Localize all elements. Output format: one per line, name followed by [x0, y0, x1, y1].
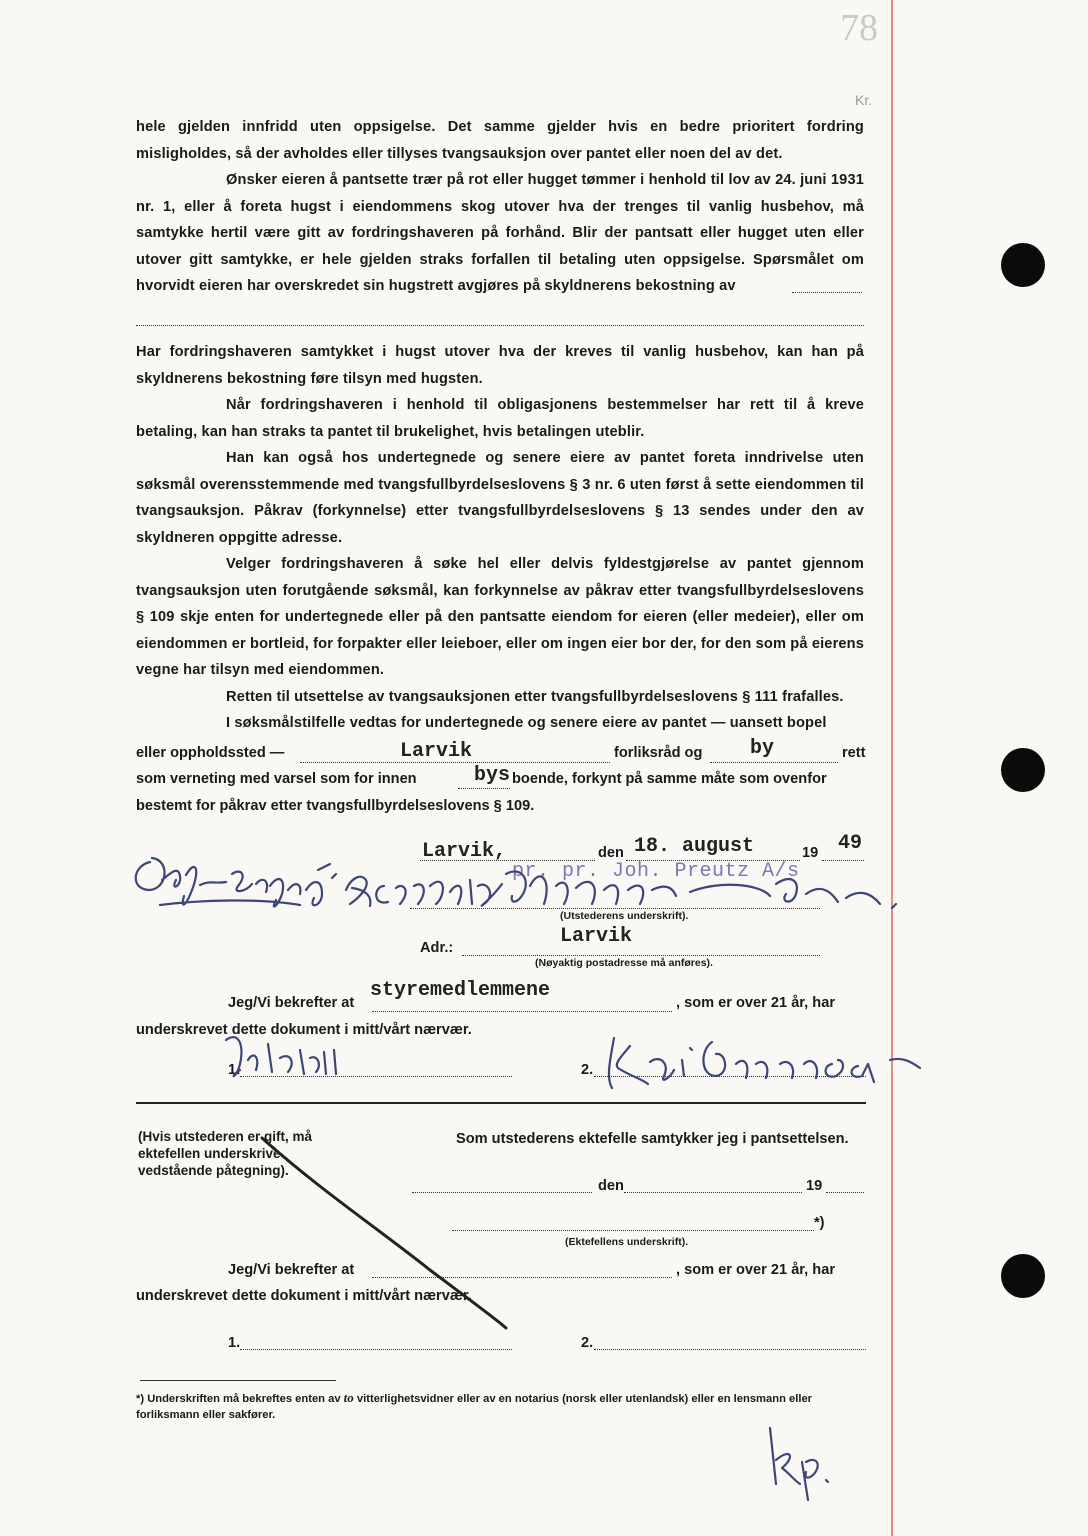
typed-by: by: [750, 737, 775, 760]
issuer-signature-label: (Utstederens underskrift).: [560, 910, 689, 922]
venue-text: forliksråd og: [614, 745, 703, 761]
paragraph: Når fordringshaveren i henhold til obligasjonens bestemmelser har rett til å kreve betaling, kan han straks ta pantet til brukelighet, hvis betalingen uteblir.: [136, 397, 864, 440]
punch-hole: [1001, 748, 1045, 792]
spouse-year-prefix: 19: [806, 1178, 823, 1194]
venue-text: som verneting med varsel som for innen: [136, 771, 417, 787]
signature-line: [410, 908, 820, 909]
paragraph: Han kan også hos undertegnede og senere eiere av pantet foreta inndrivelse uten søksmål overensstemmende med tvangsfullbyrdelseslovens § 3 nr. 6 uten først å sette eiendommen til tvangsauksjon. Påkrav (forkynnelse) etter tvangsfullbyrdelseslovens § 13 sendes under den av skyldneren oppgitte adresse.: [136, 450, 864, 546]
witness-line: [240, 1349, 512, 1350]
footnote-to: to: [343, 1390, 354, 1405]
fill-line: [826, 1192, 864, 1193]
spouse-confirm-text: , som er over 21 år, har: [676, 1262, 835, 1278]
footnote: [136, 1390, 866, 1423]
spouse-signature-line: [452, 1230, 814, 1231]
venue-text: boende, forkynt på samme måte som ovenfor: [512, 771, 827, 787]
fill-line: [412, 1192, 592, 1193]
fill-line: [372, 1277, 672, 1278]
fill-line: [462, 955, 820, 956]
venue-text: eller oppholdssted —: [136, 745, 285, 761]
witness-line: [240, 1076, 512, 1077]
handwritten-signature: [136, 858, 336, 907]
footnote-text: vitterlighetsvidner eller av en notarius (norsk eller utenlandsk) eller en lensmann eller forliksmann eller sakfører.: [136, 1393, 813, 1421]
page-number: 78: [840, 7, 878, 49]
venue-text: rett: [842, 745, 866, 761]
confirm-witnesses: styremedlemmene: [370, 979, 551, 1002]
paragraph: hele gjelden innfridd uten oppsigelse. Det samme gjelder hvis en bedre prioritert fordring misligholdes, så der avholdes eller tillyses tvangsauksjon over pantet eller noen del av det.: [136, 119, 864, 162]
fill-line: [136, 325, 864, 326]
spouse-confirm-text: underskrevet dette dokument i mitt/vårt nærvær.: [136, 1288, 472, 1304]
fill-line: [792, 292, 862, 293]
spouse-note: (Hvis utstederen er gift, må ektefellen underskrive vedstående påtegning).: [138, 1129, 313, 1178]
witness-line: [594, 1349, 866, 1350]
year-prefix: 19: [802, 845, 819, 861]
address-value: Larvik: [560, 925, 633, 948]
witness-1-number: 1.: [228, 1062, 241, 1078]
paragraph: I søksmålstilfelle vedtas for undertegnede og senere eiere av pantet — uansett bopel: [226, 715, 827, 731]
fill-line: [372, 1011, 672, 1012]
witness-2-number: 2.: [581, 1062, 594, 1078]
section-divider: [136, 1102, 866, 1104]
confirm-text: , som er over 21 år, har: [676, 995, 835, 1011]
fill-line: [822, 860, 864, 861]
witness-1-signature: [226, 1037, 336, 1076]
date-place: Larvik,: [422, 840, 507, 863]
spouse-confirm-text: Jeg/Vi bekrefter at: [228, 1262, 355, 1278]
confirm-text: Jeg/Vi bekrefter at: [228, 995, 355, 1011]
spouse-consent: Som utstederens ektefelle samtykker jeg i pantsettelsen.: [456, 1131, 849, 1147]
typed-bys: bys: [474, 764, 511, 787]
margin-rule: [891, 0, 893, 1536]
text-block-2: [136, 339, 864, 737]
punch-hole: [1001, 243, 1045, 287]
paragraph: Har fordringshaveren samtykket i hugst utover hva der kreves til vanlig husbehov, kan han på skyldnerens bekostning føre tilsyn med hugsten.: [136, 344, 864, 387]
confirm-text: underskrevet dette dokument i mitt/vårt nærvær.: [136, 1022, 472, 1038]
date-den: den: [598, 845, 624, 861]
footnote-text: *) Underskriften må bekreftes enten av: [136, 1393, 341, 1405]
venue-text: bestemt for påkrav etter tvangsfullbyrdelseslovens § 109.: [136, 798, 535, 814]
paragraph: Retten til utsettelse av tvangsauksjonen etter tvangsfullbyrdelseslovens § 111 frafalles.: [226, 688, 844, 705]
fill-line: [458, 788, 510, 789]
footnote-separator: [140, 1380, 336, 1381]
postal-address-label: (Nøyaktig postadresse må anføres).: [535, 957, 713, 969]
paragraph: Velger fordringshaveren å søke hel eller delvis fyldestgjørelse av pantet gjennom tvangsauksjon uten forutgående søksmål, kan forkynnelse av påkrav etter tvangsfullbyrdelseslovens § 109 skje enten for undertegnede eller på den pantsatte eiendom for eieren (eller medeier), eller om eiendommen er bortleid, for forpakter eller leieboer, eller om ingen eier bor der, for den som på eierens vegne har tilsyn med eiendommen.: [136, 556, 864, 678]
spouse-signature-label: (Ektefellens underskrift).: [565, 1236, 689, 1248]
typed-court: Larvik: [400, 740, 473, 763]
company-stamp: pr. pr. Joh. Preutz A/s: [512, 860, 800, 883]
spouse-witness-2-number: 2.: [581, 1335, 594, 1351]
paragraph: Ønsker eieren å pantsette trær på rot eller hugget tømmer i henhold til lov av 24. juni 1931 nr. 1, eller å foreta hugst i eiendommens skog utover hva der trenges til vanlig husbehov, må samtykke hertil være gitt av fordringshaveren på forhånd. Blir der pantsatt eller hugget uten eller utover gitt samtykke, er hele gjelden straks forfallen til betaling uten oppsigelse. Spørsmålet om hvorvidt eieren har overskredet sin hugstrett avgjøres på skyldnerens bekostning av: [136, 172, 864, 294]
spouse-den: den: [598, 1178, 624, 1194]
spouse-witness-1-number: 1.: [228, 1335, 241, 1351]
fill-line: [624, 1192, 802, 1193]
currency-label: Kr.: [855, 92, 873, 108]
date-value: 18. august: [634, 835, 755, 858]
witness-2-signature: [609, 1038, 920, 1088]
text-block-1: [136, 114, 864, 300]
spouse-footnote-mark: *): [814, 1215, 825, 1231]
initials-kp: [770, 1428, 828, 1500]
year-value: 49: [838, 832, 863, 855]
address-label: Adr.:: [420, 940, 454, 956]
witness-line: [594, 1076, 866, 1077]
fill-line: [710, 762, 838, 763]
punch-hole: [1001, 1254, 1045, 1298]
